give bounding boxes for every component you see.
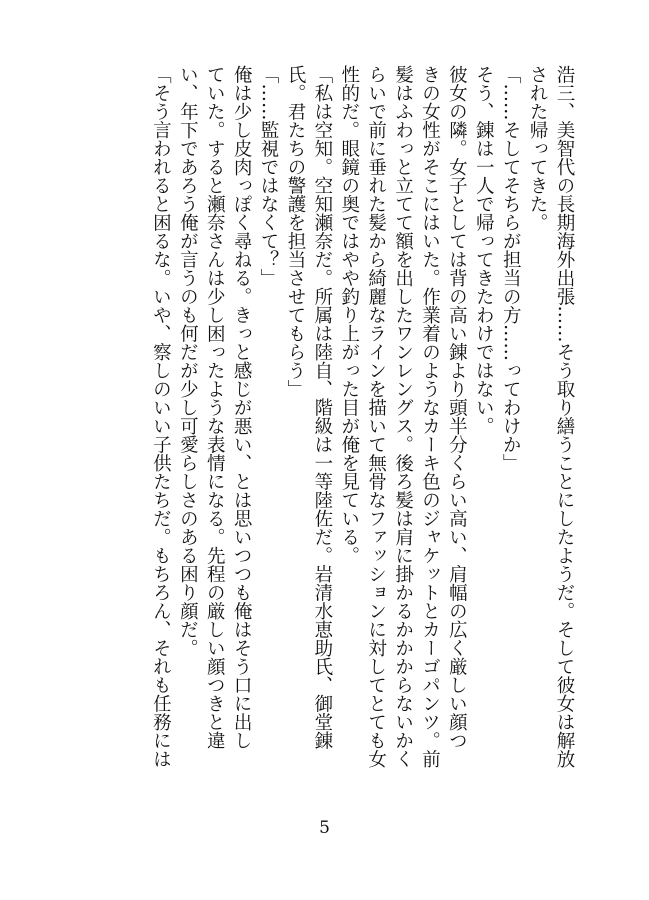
text-line: 俺は少し皮肉っぽく尋ねる。きっと感じが悪い、とは思いつつも俺はそう口に出し xyxy=(231,65,253,750)
text-line: 「そう言われると困るな。いや、察しのいい子供たちだ。もちろん、それも任務には xyxy=(150,65,172,768)
text-line: 氏。君たちの警護を担当させてもらう」 xyxy=(284,65,306,398)
vertical-text-body xyxy=(77,65,577,795)
text-line: 性的だ。眼鏡の奥ではやや釣り上がった目が俺を見ている。 xyxy=(338,65,360,565)
text-line: 髪はふわっと立てて額を出したワンレングス。後ろ髪は肩に掛かるかかからないかく xyxy=(392,65,414,768)
page-number: 5 xyxy=(319,818,330,838)
text-line: そう、錬は一人で帰ってきたわけではない。 xyxy=(473,65,495,435)
text-line: 浩三、美智代の長期海外出張……そう取り繕うことにしたようだ。そして彼女は解放 xyxy=(554,65,575,768)
text-line: きの女性がそこにはいた。作業着のようなカーキ色のジャケットとカーゴパンツ。前 xyxy=(419,65,441,768)
text-line: 彼女の隣。女子としては背の高い錬より頭半分くらい高い、肩幅の広く厳しい顔つ xyxy=(446,65,468,750)
text-line: 「……そしてそちらが担当の方……ってわけか」 xyxy=(500,65,522,472)
text-line: らいで前に垂れた髪から綺麗なラインを描いて無骨なファッションに対してとても女 xyxy=(365,65,387,768)
text-line: された帰ってきた。 xyxy=(527,65,549,232)
text-line: い、年下であろう俺が言うのも何だが少し可愛らしさのある困り顔だ。 xyxy=(177,65,199,657)
text-line: ていた。すると瀬奈さんは少し困ったような表情になる。先程の厳しい顔つきと違 xyxy=(204,65,226,750)
text-line: 「……監視ではなくて？」 xyxy=(258,65,280,287)
text-line: 「私は空知。空知瀬奈だ。所属は陸自、階級は一等陸佐だ。岩清水恵助氏、御堂錬 xyxy=(311,65,333,750)
